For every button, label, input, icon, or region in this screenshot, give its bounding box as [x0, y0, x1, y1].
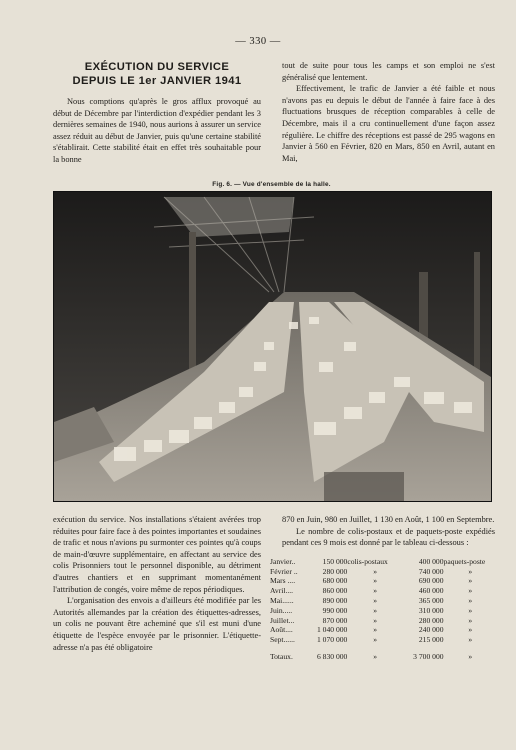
paquets-cell: 400 000	[418, 556, 444, 566]
paquets-cell: 460 000	[418, 586, 444, 596]
paquets-cell: 740 000	[418, 566, 444, 576]
ditto-mark: »	[373, 615, 378, 625]
figure-caption: Fig. 6. — Vue d'ensemble de la halle.	[212, 181, 331, 188]
month-cell: Janvier..	[270, 556, 296, 566]
ditto-mark: »	[373, 595, 378, 605]
paragraph-labels: L'organisation des envois a d'ailleurs été modifiée par les Autorités allemandes par la création des étiquettes-adresses, un colis ne pouvant être acheminé que s'il est muni d'une étiquette de l'espèce envoyée par le prisonnier. L'étiquette-adresse n'a pas été obligatoire	[53, 596, 261, 652]
ditto-mark: »	[468, 595, 473, 605]
paragraph-continuation: tout de suite pour tous les camps et son emploi ne s'est généralisé que lentement.	[282, 61, 495, 82]
colis-cell: 150 000	[322, 556, 348, 566]
paragraph-months: 870 en Juin, 980 en Juillet, 1 130 en Août, 1 100 en Septembre.	[282, 515, 495, 524]
ditto-mark: »	[373, 576, 378, 586]
paquets-cell: 215 000	[418, 635, 444, 645]
ditto-mark: »	[373, 586, 378, 596]
paquets-cell: 690 000	[418, 576, 444, 586]
table-row	[270, 596, 497, 606]
ditto-mark: »	[373, 651, 378, 661]
colis-cell: 890 000	[322, 595, 348, 605]
paragraph-table-intro: Le nombre de colis-postaux et de paquets-poste expédiés pendant ces 9 mois est donné par le tableau ci-dessous :	[282, 526, 495, 548]
ditto-mark: »	[468, 635, 473, 645]
colis-cell: 1 070 000	[316, 635, 348, 645]
month-cell: Sept......	[270, 635, 295, 645]
total-colis: 6 830 000	[316, 651, 348, 661]
paquets-cell: 365 000	[418, 595, 444, 605]
section-title-line-1: EXÉCUTION DU SERVICE	[84, 61, 230, 73]
table-row	[270, 557, 497, 567]
page-number: — 330 —	[235, 36, 281, 47]
column-bottom-left	[53, 514, 261, 653]
total-paquets: 3 700 000	[413, 651, 444, 661]
ditto-mark: »	[468, 586, 473, 596]
month-cell: Juin.....	[270, 605, 293, 615]
month-cell: Mai......	[270, 595, 294, 605]
colis-cell: 280 000	[322, 566, 348, 576]
ditto-mark: »	[468, 576, 473, 586]
month-cell: Avril....	[270, 586, 294, 596]
unit-colis-postaux: colis-postaux	[347, 556, 388, 566]
colis-cell: 990 000	[322, 605, 348, 615]
ditto-mark: »	[468, 615, 473, 625]
hall-photo-illustration	[54, 192, 491, 501]
paquets-cell: 310 000	[418, 605, 444, 615]
paragraph-intro: Nous comptions qu'après le gros afflux provoqué au début de Décembre par l'interdiction d'expédier pendant les 3 dernières semaines de 1940, nous aurions à assurer un service assez réduit au début de Janvier, puis qu'une certaine stabilité s'établirait. Cette stabilité était en effet très souhaitable pour la bonne	[53, 97, 261, 164]
colis-cell: 680 000	[322, 576, 348, 586]
table-row	[270, 606, 497, 616]
paquets-cell: 240 000	[418, 625, 444, 635]
table-row	[270, 576, 497, 586]
paragraph-service: exécution du service. Nos installations s'étaient avérées trop réduites pour faire face à des pointes importantes et soudaines de trafic et nous n'avions pu surmonter ces pointes qu'à coups de main-d'œuvre supplémentaire, en affectant au service des colis Prisonniers tout le personnel disponible, au détriment d'autres chantiers et en supprimant momentanément l'attribution de congés, voire même de repos périodiques.	[53, 515, 261, 594]
ditto-mark: »	[373, 635, 378, 645]
month-cell: Mars ....	[270, 576, 296, 586]
month-cell: Juillet...	[270, 615, 295, 625]
section-title	[53, 60, 261, 88]
colis-cell: 1 040 000	[316, 625, 348, 635]
ditto-mark: »	[373, 566, 378, 576]
shipments-table	[270, 557, 497, 662]
month-cell: Août....	[270, 625, 293, 635]
table-row	[270, 586, 497, 596]
ditto-mark: »	[468, 625, 473, 635]
table-row	[270, 616, 497, 626]
paquets-cell: 280 000	[418, 615, 444, 625]
ditto-mark: »	[373, 625, 378, 635]
column-top-right	[282, 60, 495, 164]
table-total-row	[270, 645, 497, 662]
table-row	[270, 625, 497, 635]
table-row	[270, 567, 497, 577]
column-bottom-right	[270, 514, 495, 662]
month-cell: Février ..	[270, 566, 298, 576]
unit-paquets-poste: paquets-poste	[443, 556, 486, 566]
colis-cell: 870 000	[322, 615, 348, 625]
hall-photo	[53, 191, 492, 502]
section-title-line-2: DEPUIS LE 1er JANVIER 1941	[72, 75, 242, 87]
total-label: Totaux.	[270, 651, 293, 661]
ditto-mark: »	[468, 651, 473, 661]
column-top-left	[53, 60, 261, 166]
ditto-mark: »	[468, 566, 473, 576]
table-row	[270, 635, 497, 645]
ditto-mark: »	[468, 605, 473, 615]
colis-cell: 860 000	[322, 586, 348, 596]
ditto-mark: »	[373, 605, 378, 615]
paragraph-traffic: Effectivement, le trafic de Janvier a été faible et nous n'avons pas eu depuis le début de l'année à faire face à des fluctuations brusques de réception comparables à celle de Décembre, mais il a cru continuellement d'une façon assez régulière. Le chiffre des réceptions est passé de 295 wagons en Janvier à 560 en Février, 820 en Mars, 850 en Avril, autant en Mai,	[282, 84, 495, 163]
